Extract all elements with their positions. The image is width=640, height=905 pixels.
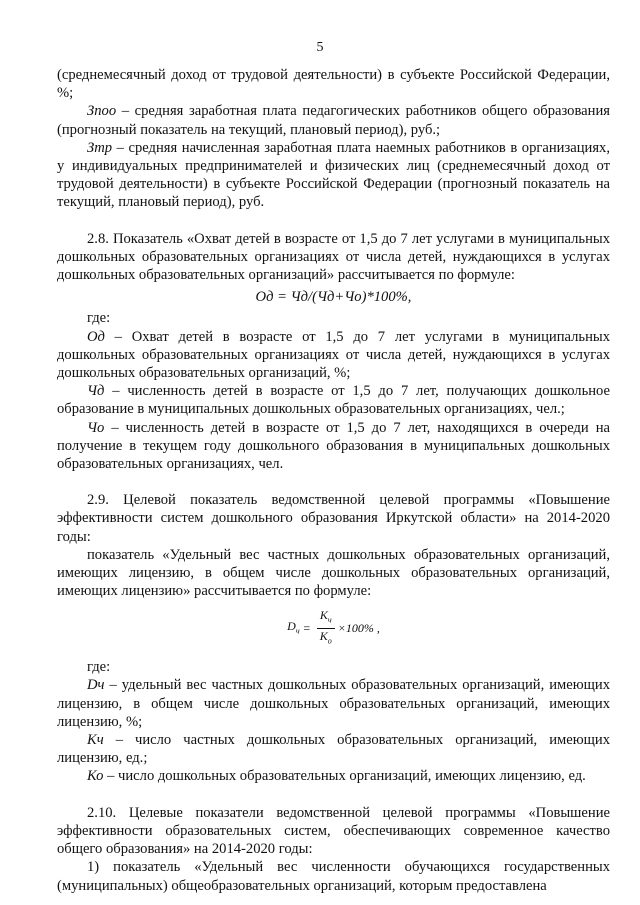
definition-zpoo [57,102,610,138]
definition-cho [57,419,610,474]
formula-fraction [317,608,335,648]
definition-text: – число частных дошкольных образовательных организаций, имеющих лицензию, ед.; [57,732,610,767]
variable-name: Зпоо [87,103,117,120]
variable-name: Чо [87,419,105,436]
where-label: где: [87,310,111,327]
definition-text: – Охват детей в возрасте от 1,5 до 7 лет услугами в муниципальных дошкольных образовательных организациях от числа детей, нуждающихся в услугах дошкольных образовательных организаций, %; [57,328,610,382]
variable-name: Dч [87,677,105,694]
variable-name: Ко [87,768,104,785]
formula-od: Од = Чд/(Чд+Чо)*100%, [255,289,412,306]
definition-od [57,328,610,383]
variable-name: Од [87,328,105,345]
definition-ko [57,767,610,785]
definition-ztr [57,139,610,212]
formula-multiplier: ×100% , [337,621,380,636]
formula-equals: = [302,621,311,636]
fraction-denominator: $K_о$ [319,628,332,646]
document-body [57,66,610,895]
section-2-9-indicator: показатель «Удельный вес частных дошкольных образовательных организаций, имеющих лицензию, в общем числе дошкольных образовательных организаций, имеющих лицензию» рассчитывается по формуле: [57,546,610,600]
section-2-10-intro: 2.10. Целевые показатели ведомственной целевой программы «Повышение эффективности образовательных систем, обеспечивающих современное качество общего образования» на 2014-2020 годы: [57,804,610,858]
formula-dch [57,608,610,648]
page-number: 5 [316,40,324,55]
definition-text: – удельный вес частных дошкольных образовательных организаций, имеющих лицензию, в общем числе дошкольных образовательных организаций, имеющих лицензию, %; [57,677,610,730]
definition-text: – численность детей в возрасте от 1,5 до 7 лет, получающих дошкольное образование в муниципальных дошкольных образовательных организациях, чел.; [57,383,610,418]
definition-chd [57,382,610,418]
section-2-10-item-1: 1) показатель «Удельный вес численности обучающихся государственных (муниципальных) общеобразовательных организаций, которым предоставлена [57,859,610,894]
definition-text: – число дошкольных образовательных организаций, имеющих лицензию, ед. [103,768,586,785]
definition-text: – средняя начисленная заработная плата наемных работников в организациях, у индивидуальных предпринимателей и физических лиц (среднемесячный доход от трудовой деятельности) в субъекте Российской Федерации (прогнозный показатель на текущий, плановый период), руб. [57,139,610,211]
variable-name: Чд [87,383,105,400]
definition-kch [57,731,610,767]
definition-text: – численность детей в возрасте от 1,5 до 7 лет, находящихся в очереди на получение в текущем году дошкольного образования в муниципальных дошкольных образовательных организациях, чел. [57,419,610,473]
formula-lhs: $D_ч$ [287,618,300,635]
fraction-numerator: $K_ч$ [317,608,335,628]
variable-name: Зтр [87,139,113,156]
variable-name: Кч [87,732,104,749]
definition-dch [57,676,610,731]
section-2-9-intro: 2.9. Целевой показатель ведомственной целевой программы «Повышение эффективности систем дошкольного образования Иркутской области» на 2014-2020 годы: [57,492,610,545]
paragraph-continuation: (среднемесячный доход от трудовой деятельности) в субъекте Российской Федерации, %; [57,67,610,102]
section-2-8-intro: 2.8. Показатель «Охват детей в возрасте от 1,5 до 7 лет услугами в муниципальных дошкольных образовательных организациях от числа детей, нуждающихся в услугах дошкольных образовательных организаций» рассчитывается по формуле: [57,230,610,284]
definition-text: – средняя заработная плата педагогических работников общего образования (прогнозный показатель на текущий, плановый период), руб.; [57,103,610,138]
where-label: где: [87,659,111,676]
